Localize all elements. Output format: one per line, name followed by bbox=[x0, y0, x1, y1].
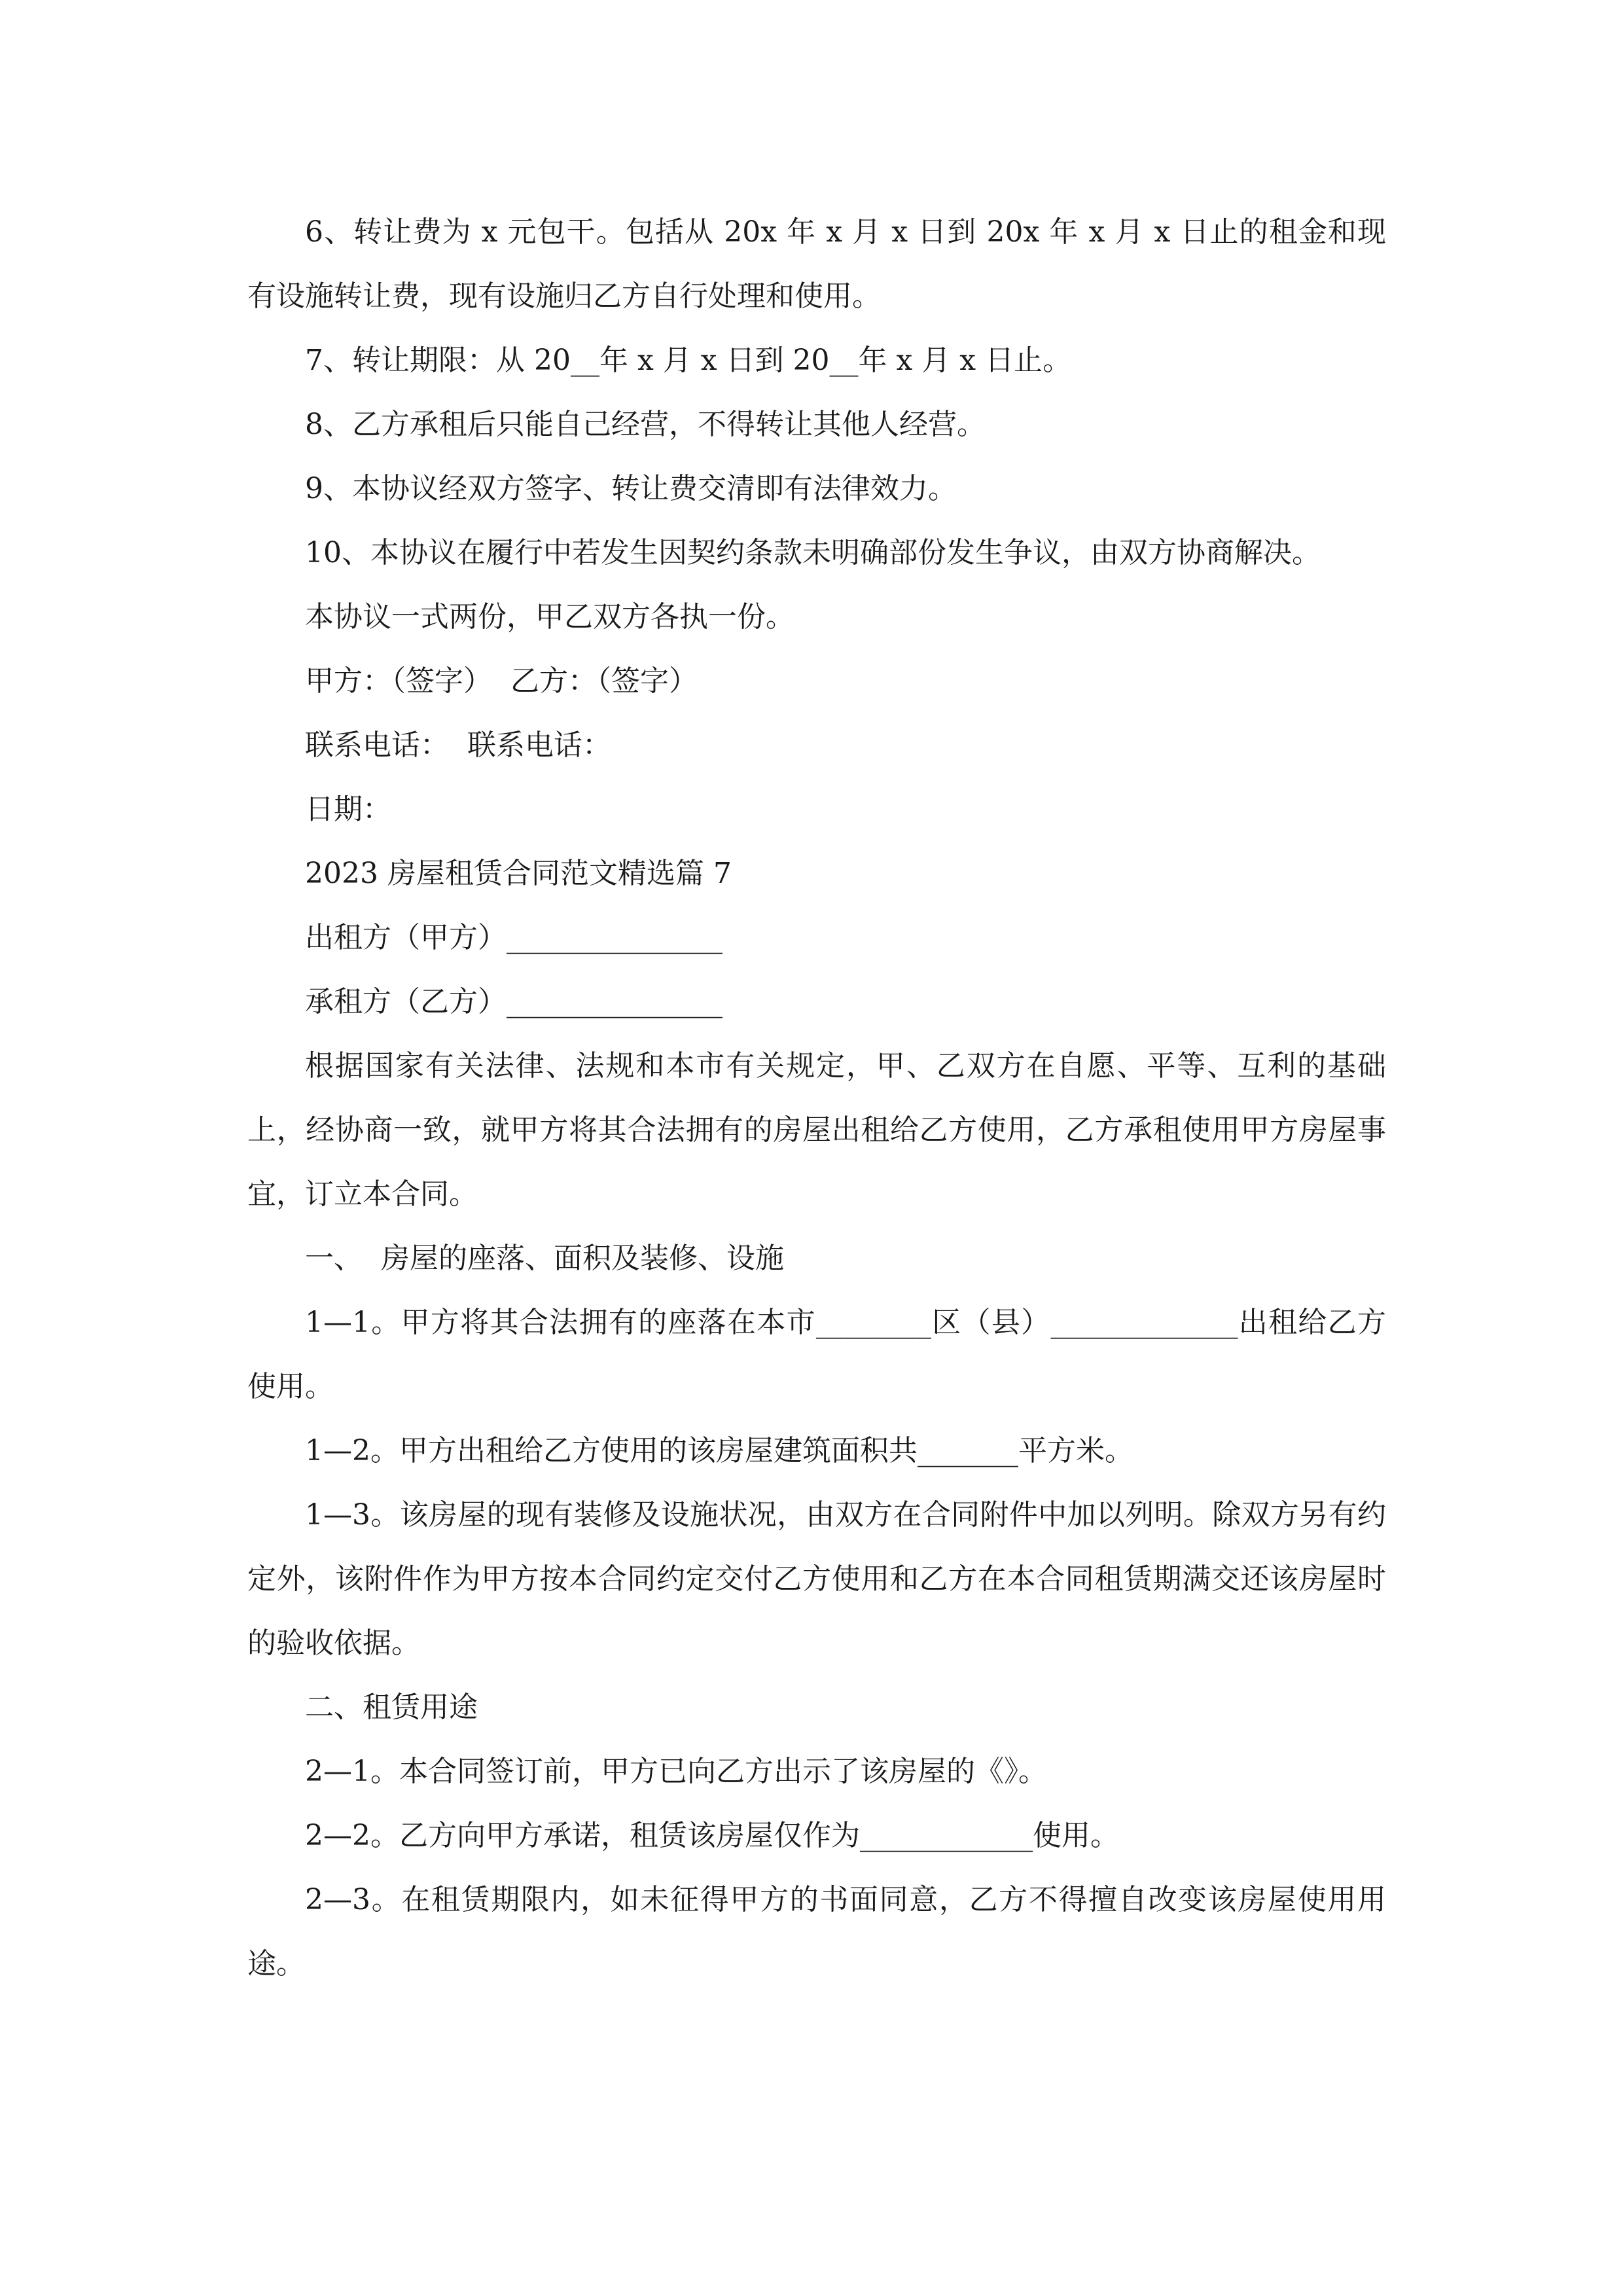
clause-2-3: 2—3。在租赁期限内，如未征得甲方的书面同意，乙方不得擅自改变该房屋使用用途。 bbox=[247, 1883, 1386, 1981]
clause-2-2: 2—2。乙方向甲方承诺，租赁该房屋仅作为____________使用。 bbox=[305, 1819, 1119, 1852]
heading-2: 二、租赁用途 bbox=[305, 1691, 478, 1724]
clause-2-1: 2—1。本合同签订前，甲方已向乙方出示了该房屋的《》。 bbox=[305, 1755, 1047, 1788]
date-line: 日期： bbox=[305, 793, 391, 826]
lessor-line: 出租方（甲方）_______________ bbox=[305, 921, 722, 954]
signature-line: 甲方：（签字） 乙方：（签字） bbox=[305, 664, 698, 698]
section-title: 2023 房屋租赁合同范文精选篇 7 bbox=[305, 857, 732, 890]
lessee-line: 承租方（乙方）_______________ bbox=[305, 985, 722, 1018]
clause-1-2: 1—2。甲方出租给乙方使用的该房屋建筑面积共_______平方米。 bbox=[305, 1434, 1133, 1467]
clause-1-3: 1—3。该房屋的现有装修及设施状况，由双方在合同附件中加以列明。除双方另有约定外，该附件作为甲方按本合同约定交付乙方使用和乙方在本合同租赁期满交还该房屋时的验收依据。 bbox=[247, 1498, 1386, 1660]
clause-6: 6、转让费为 x 元包干。包括从 20x 年 x 月 x 日到 20x 年 x 月 x 日止的租金和现有设施转让费，现有设施归乙方自行处理和使用。 bbox=[247, 215, 1386, 313]
clause-1-1: 1—1。甲方将其合法拥有的座落在本市________区（县）_____________出租给乙方使用。 bbox=[247, 1306, 1386, 1403]
phone-line: 联系电话： 联系电话： bbox=[305, 728, 611, 762]
heading-1: 一、 房屋的座落、面积及装修、设施 bbox=[305, 1242, 784, 1275]
clause-8: 8、乙方承租后只能自己经营，不得转让其他人经营。 bbox=[305, 408, 986, 441]
clause-9: 9、本协议经双方签字、转让费交清即有法律效力。 bbox=[305, 472, 957, 505]
clause-7: 7、转让期限：从 20__年 x 月 x 日到 20__年 x 月 x 日止。 bbox=[305, 344, 1072, 377]
preamble: 根据国家有关法律、法规和本市有关规定，甲、乙双方在自愿、平等、互利的基础上，经协商一致，就甲方将其合法拥有的房屋出租给乙方使用，乙方承租使用甲方房屋事宜，订立本合同。 bbox=[247, 1049, 1386, 1211]
clause-10: 10、本协议在履行中若发生因契约条款未明确部份发生争议，由双方协商解决。 bbox=[305, 536, 1321, 569]
document-body bbox=[247, 200, 1386, 1996]
copies-statement: 本协议一式两份，甲乙双方各执一份。 bbox=[305, 600, 794, 634]
